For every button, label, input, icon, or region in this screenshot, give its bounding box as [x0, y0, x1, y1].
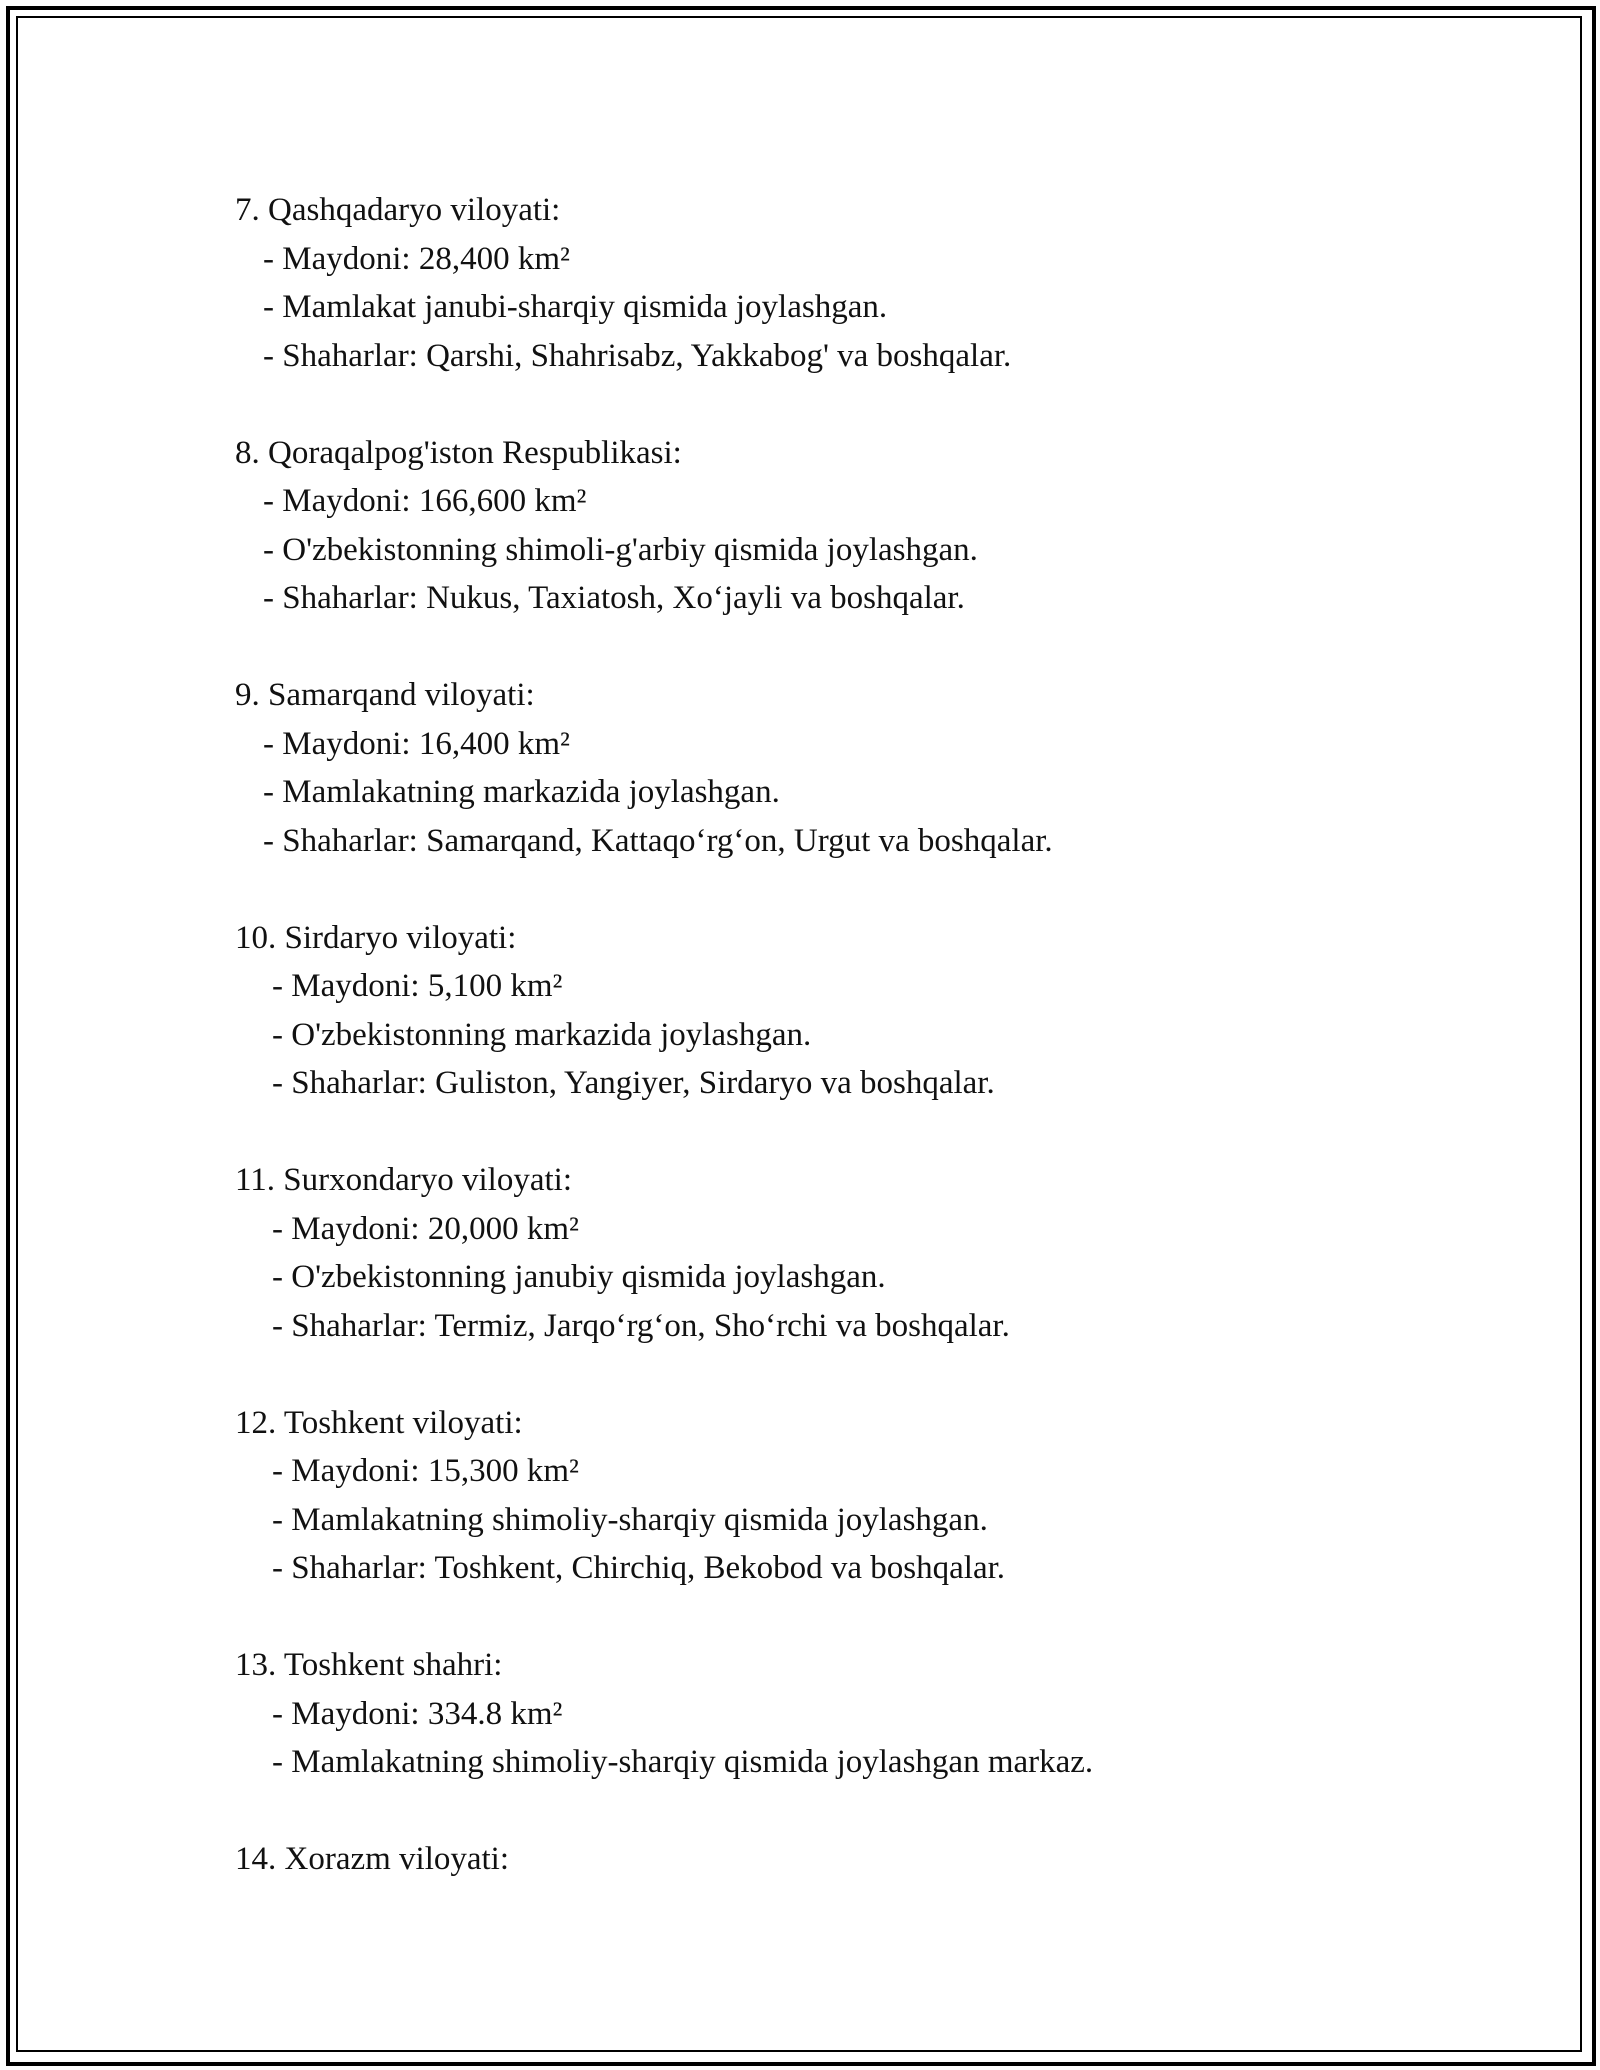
area-item: - Maydoni: 15,300 km² — [272, 1453, 579, 1489]
section-toshkent-viloyati — [235, 1399, 1485, 1593]
area-item: - Maydoni: 166,600 km² — [263, 483, 587, 519]
section-qashqadaryo — [235, 186, 1485, 380]
location-item: - Mamlakatning shimoliy-sharqiy qismida joylashgan markaz. — [272, 1744, 1094, 1780]
section-samarqand — [235, 671, 1485, 865]
section-sirdaryo — [235, 914, 1485, 1108]
location-item: - O'zbekistonning janubiy qismida joylashgan. — [272, 1259, 886, 1295]
section-title: 14. Xorazm viloyati: — [235, 1841, 510, 1877]
document-body — [235, 186, 1485, 1932]
location-item: - O'zbekistonning markazida joylashgan. — [272, 1016, 812, 1053]
location-item: - O'zbekistonning shimoli-g'arbiy qismida joylashgan. — [263, 531, 978, 568]
section-title: 11. Surxondaryo viloyati: — [235, 1162, 572, 1198]
section-surxondaryo — [235, 1156, 1485, 1350]
section-title: 9. Samarqand viloyati: — [235, 677, 535, 713]
area-item: - Maydoni: 20,000 km² — [272, 1210, 579, 1247]
section-title: 8. Qoraqalpog'iston Respublikasi: — [235, 434, 682, 471]
area-item: - Maydoni: 334.8 km² — [272, 1695, 563, 1732]
cities-item: - Shaharlar: Nukus, Taxiatosh, Xo‘jayli va boshqalar. — [263, 580, 965, 616]
cities-item: - Shaharlar: Termiz, Jarqo‘rg‘on, Sho‘rchi va boshqalar. — [272, 1307, 1010, 1344]
section-qoraqalpogiston — [235, 429, 1485, 623]
location-item: - Mamlakat janubi-sharqiy qismida joylashgan. — [263, 289, 888, 325]
location-item: - Mamlakatning shimoliy-sharqiy qismida joylashgan. — [272, 1501, 988, 1538]
cities-item: - Shaharlar: Toshkent, Chirchiq, Bekobod va boshqalar. — [272, 1550, 1006, 1586]
section-xorazm — [235, 1835, 1485, 1884]
section-toshkent-shahri — [235, 1641, 1485, 1787]
section-title: 12. Toshkent viloyati: — [235, 1404, 523, 1441]
cities-item: - Shaharlar: Samarqand, Kattaqo‘rg‘on, Urgut va boshqalar. — [263, 822, 1053, 859]
section-title: 7. Qashqadaryo viloyati: — [235, 192, 561, 228]
area-item: - Maydoni: 16,400 km² — [263, 725, 570, 762]
section-title: 10. Sirdaryo viloyati: — [235, 919, 517, 956]
cities-item: - Shaharlar: Qarshi, Shahrisabz, Yakkabog' va boshqalar. — [263, 337, 1012, 374]
area-item: - Maydoni: 28,400 km² — [263, 240, 570, 277]
location-item: - Mamlakatning markazida joylashgan. — [263, 774, 780, 810]
cities-item: - Shaharlar: Guliston, Yangiyer, Sirdaryo va boshqalar. — [272, 1065, 995, 1101]
section-title: 13. Toshkent shahri: — [235, 1647, 503, 1683]
area-item: - Maydoni: 5,100 km² — [272, 968, 563, 1004]
